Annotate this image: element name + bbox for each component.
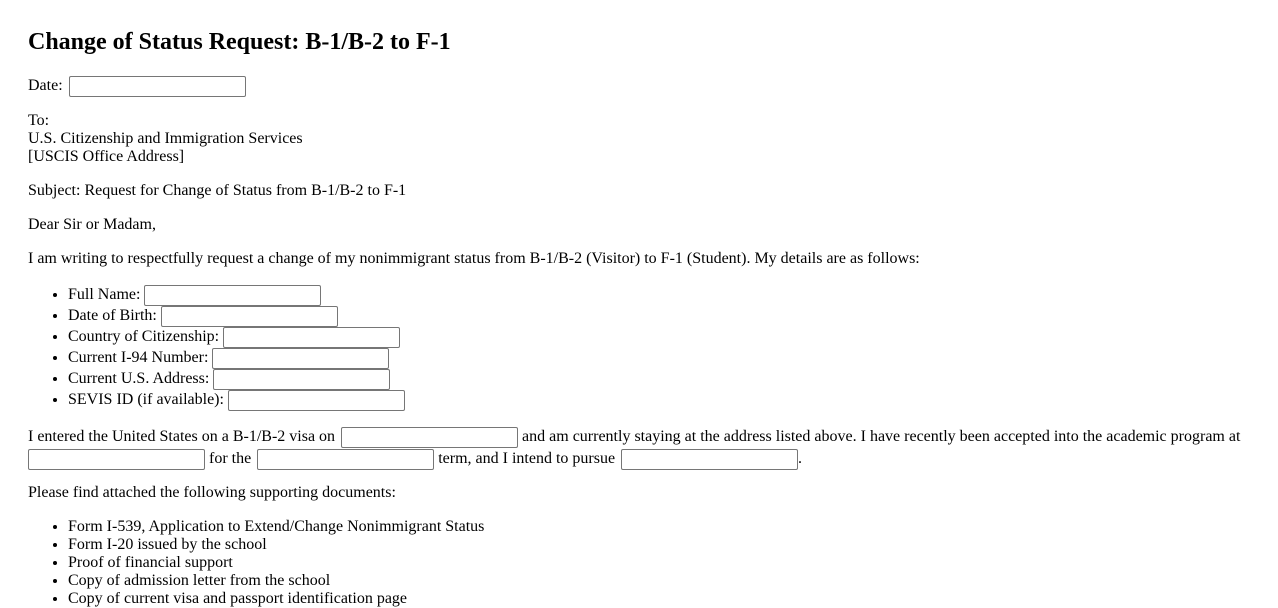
term-input[interactable] <box>257 449 434 470</box>
list-item: • Form I-20 issued by the school <box>68 536 1250 554</box>
details-list <box>28 284 1250 410</box>
entry-date-input[interactable] <box>341 427 518 448</box>
attachments-intro: Please find attached the following supporting documents: <box>28 484 396 501</box>
entry-text-4: term, and I intend to pursue <box>438 449 616 467</box>
to-label: To: <box>28 112 50 129</box>
recipient-address: [USCIS Office Address] <box>28 148 185 165</box>
date-row <box>28 76 1250 97</box>
full-name-label: Full Name: <box>68 286 141 303</box>
entry-text-1: I entered the United States on a B-1/B-2 visa on <box>28 428 336 445</box>
list-item <box>68 326 1250 347</box>
sevis-id-input[interactable] <box>228 390 405 411</box>
date-label: Date: <box>28 77 63 95</box>
i94-number-input[interactable] <box>212 348 389 369</box>
entry-text-5: . <box>798 449 803 467</box>
list-item: • Copy of admission letter from the school <box>68 572 1250 590</box>
date-input[interactable] <box>69 76 246 97</box>
list-item: • Form I-539, Application to Extend/Change Nonimmigrant Status <box>68 518 1250 536</box>
sevis-id-label: SEVIS ID (if available): <box>68 391 224 408</box>
list-item <box>68 389 1250 410</box>
list-item <box>68 305 1250 326</box>
list-item <box>68 284 1250 305</box>
full-name-input[interactable] <box>144 285 321 306</box>
us-address-label: Current U.S. Address: <box>68 370 210 387</box>
salutation: Dear Sir or Madam, <box>28 216 156 233</box>
intro-paragraph: I am writing to respectfully request a change of my nonimmigrant status from B-1/B-2 (Visitor) to F-1 (Student). My details are as follows: <box>28 250 920 267</box>
list-item: • Proof of financial support <box>68 554 1250 572</box>
subject-line: Subject: Request for Change of Status from B-1/B-2 to F-1 <box>28 182 407 199</box>
list-item <box>68 347 1250 368</box>
date-of-birth-label: Date of Birth: <box>68 307 157 324</box>
citizenship-input[interactable] <box>223 327 400 348</box>
us-address-input[interactable] <box>213 369 390 390</box>
date-of-birth-input[interactable] <box>161 306 338 327</box>
entry-text-3: for the <box>209 449 252 467</box>
program-input[interactable] <box>621 449 798 470</box>
school-input[interactable] <box>28 449 205 470</box>
page-title: Change of Status Request: B-1/B-2 to F-1 <box>28 29 451 55</box>
list-item: • Copy of current visa and passport identification page <box>68 590 1250 608</box>
citizenship-label: Country of Citizenship: <box>68 328 220 345</box>
i94-number-label: Current I-94 Number: <box>68 349 209 366</box>
attachments-list <box>28 518 1250 608</box>
entry-text-2: and am currently staying at the address listed above. I have recently been accepted into the academic program at <box>522 428 1241 445</box>
recipient-block <box>28 112 1250 166</box>
recipient-agency: U.S. Citizenship and Immigration Services <box>28 130 303 147</box>
list-item <box>68 368 1250 389</box>
entry-paragraph <box>28 426 1250 470</box>
